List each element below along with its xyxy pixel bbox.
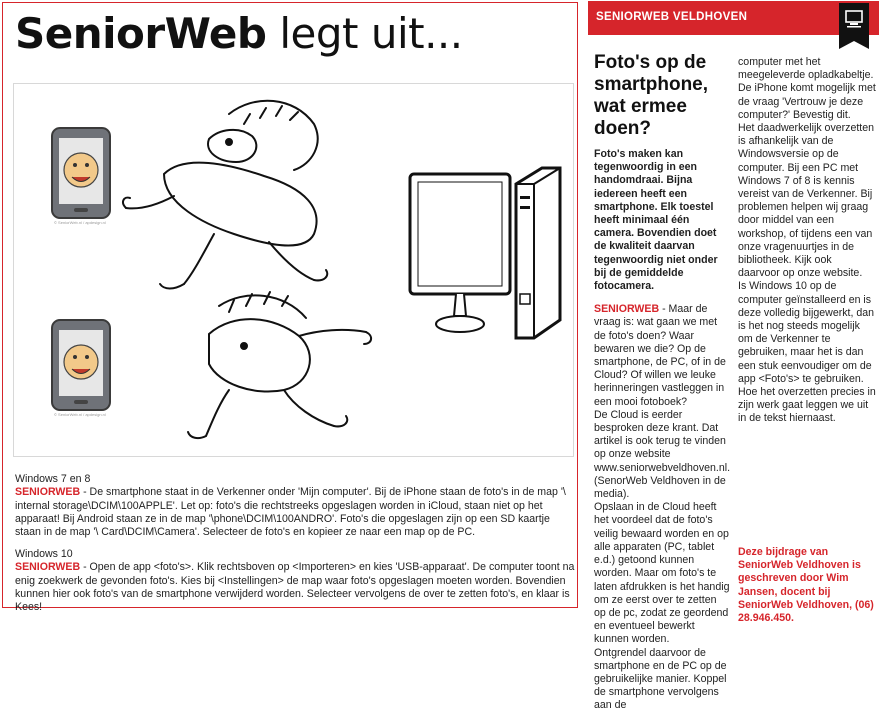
caption-windows-7-8 <box>15 473 575 539</box>
seniorweb-label: SENIORWEB <box>15 486 81 499</box>
illustration <box>13 83 574 457</box>
running-man-figure <box>188 292 371 438</box>
author-credit: Deze bijdrage van SeniorWeb Veldhoven is geschreven door Wim Jansen, docent bij SeniorWeb Veldhoven, (06) 28.946.450. <box>738 546 874 625</box>
caption-text-windows-10: - Open de app <foto's>. Klik rechtsboven op <Importeren> en kies 'USB-apparaat'. De computer toont na enig zoekwerk de gevonden foto's. Kies bij <Instellingen> de map waar foto's opgeslagen moeten worden. Bovendien kunnen hier ook foto's van de smartphone verwijderd worden. Selecteer vervolgens de over te zetten foto's, en klaar is Kees! <box>15 561 575 614</box>
article-paragraph-5: computer met het meegeleverde opladkabeltje. De iPhone komt mogelijk met de vraag 'Vertrouw je deze computer?' Bevestig dit. <box>738 56 876 121</box>
caption-body-windows-10 <box>15 561 575 614</box>
smartphone-icon <box>52 320 110 410</box>
computer-icon <box>410 168 560 338</box>
article-paragraph-3: Opslaan in de Cloud heeft het voordeel dat de foto's veilig bewaard worden en op alle apparaten (PC, tablet e.d.) getoond kunnen worden. Maar om foto's te laten afdrukken is het handig om ze eerst over te zetten op de pc, zodat ze geordend en eventueel bewerkt kunnen worden. <box>594 501 730 646</box>
article-lead: Foto's maken kan tegenwoordig in een handomdraai. Bijna iedereen heeft een smartphone. Elk toestel heeft minimaal één camera. Bovendien doet de kwaliteit daarvan tegenwoordig niet onder bij de gemiddelde fotocamera. <box>594 148 718 293</box>
caption-heading-windows-10: Windows 10 <box>15 548 73 560</box>
banner-title: SENIORWEB VELDHOVEN <box>596 11 748 23</box>
caption-body-windows-7-8 <box>15 486 575 539</box>
illustration-credit-1: © SeniorWeb.nl / apdesign.nl <box>54 220 106 225</box>
illustration-credit-2: © SeniorWeb.nl / apdesign.nl <box>54 412 106 417</box>
seniorweb-label: SENIORWEB <box>15 561 81 574</box>
article-paragraph-7: Is Windows 10 op de computer geïnstalleerd en is deze volledig bijgewerkt, dan is het nog steeds mogelijk om de Verkenner te gebruiken, maar het is dan een stuk eenvoudiger om de app <Foto's> te gebruiken. <box>738 280 875 385</box>
right-panel <box>586 0 882 712</box>
article-title: Foto's op de smartphone, wat ermee doen? <box>594 52 709 139</box>
article-paragraph-1-text: - Maar de vraag is: wat gaan we met de foto's doen? Waar bewaren we die? Op de smartphone, de PC, of in de Cloud? Of willen we leuke herinneringen vastleggen in een mooi fotoboek? <box>594 303 726 408</box>
monitor-icon <box>839 3 869 41</box>
caption-windows-10 <box>15 548 575 614</box>
article-paragraph-8: Hoe het overzetten precies in zijn werk gaat leggen we uit in de tekst hiernaast. <box>738 386 876 425</box>
illustration-drawing <box>14 84 573 456</box>
caption-heading-windows-7-8: Windows 7 en 8 <box>15 473 91 485</box>
article-paragraph-4: Ontgrendel daarvoor de smartphone en de PC op de gebruikelijke manier. Koppel de smartphone vervolgens aan de <box>594 646 727 712</box>
monitor-icon-glyph <box>839 3 869 33</box>
headline-brand: SeniorWeb <box>15 9 267 58</box>
section-banner <box>588 1 879 35</box>
caption-text-windows-7-8: - De smartphone staat in de Verkenner onder 'Mijn computer'. Bij de iPhone staan de foto's in de map '\ internal storage\DCIM\100APPLE'. Let op: foto's die rechtstreeks opgeslagen worden in iCloud, staan niet op het apparaat! Bij Android staan ze in de map '\phone\DCIM\100ANDRO'. Foto's die opgeslagen zijn op een SD kaartje staan in de map '\ Card\DCIM\Camera'. Selecteer de foto's en kopieer ze naar een map op de PC. <box>15 486 566 539</box>
headline-rest: legt uit... <box>266 9 463 58</box>
seniorweb-label: SENIORWEB <box>594 303 660 316</box>
article-paragraph-6: Het daadwerkelijk overzetten is afhankelijk van de Windowsversie op de computer. Bij een PC met Windows 7 of 8 is kennis vereist van de Verkenner. Bij problemen helpen wij graag door middel van een workshop, of tijdens een van onze vragenuurtjes in de bibliotheek. Kijk ook daarvoor op onze website. <box>738 122 875 280</box>
left-panel <box>2 2 578 614</box>
article-column-1 <box>594 52 730 713</box>
article-paragraph-1 <box>594 303 730 409</box>
headline <box>15 7 463 61</box>
smartphone-icon <box>52 128 110 218</box>
running-man-figure <box>123 101 327 289</box>
article-paragraph-2: De Cloud is eerder besproken deze krant. Dat artikel is ook terug te vinden op onze website www.seniorwebveldhoven.nl. (SenorWeb Veldhoven in de media). <box>594 408 731 501</box>
article-column-2 <box>738 56 876 426</box>
